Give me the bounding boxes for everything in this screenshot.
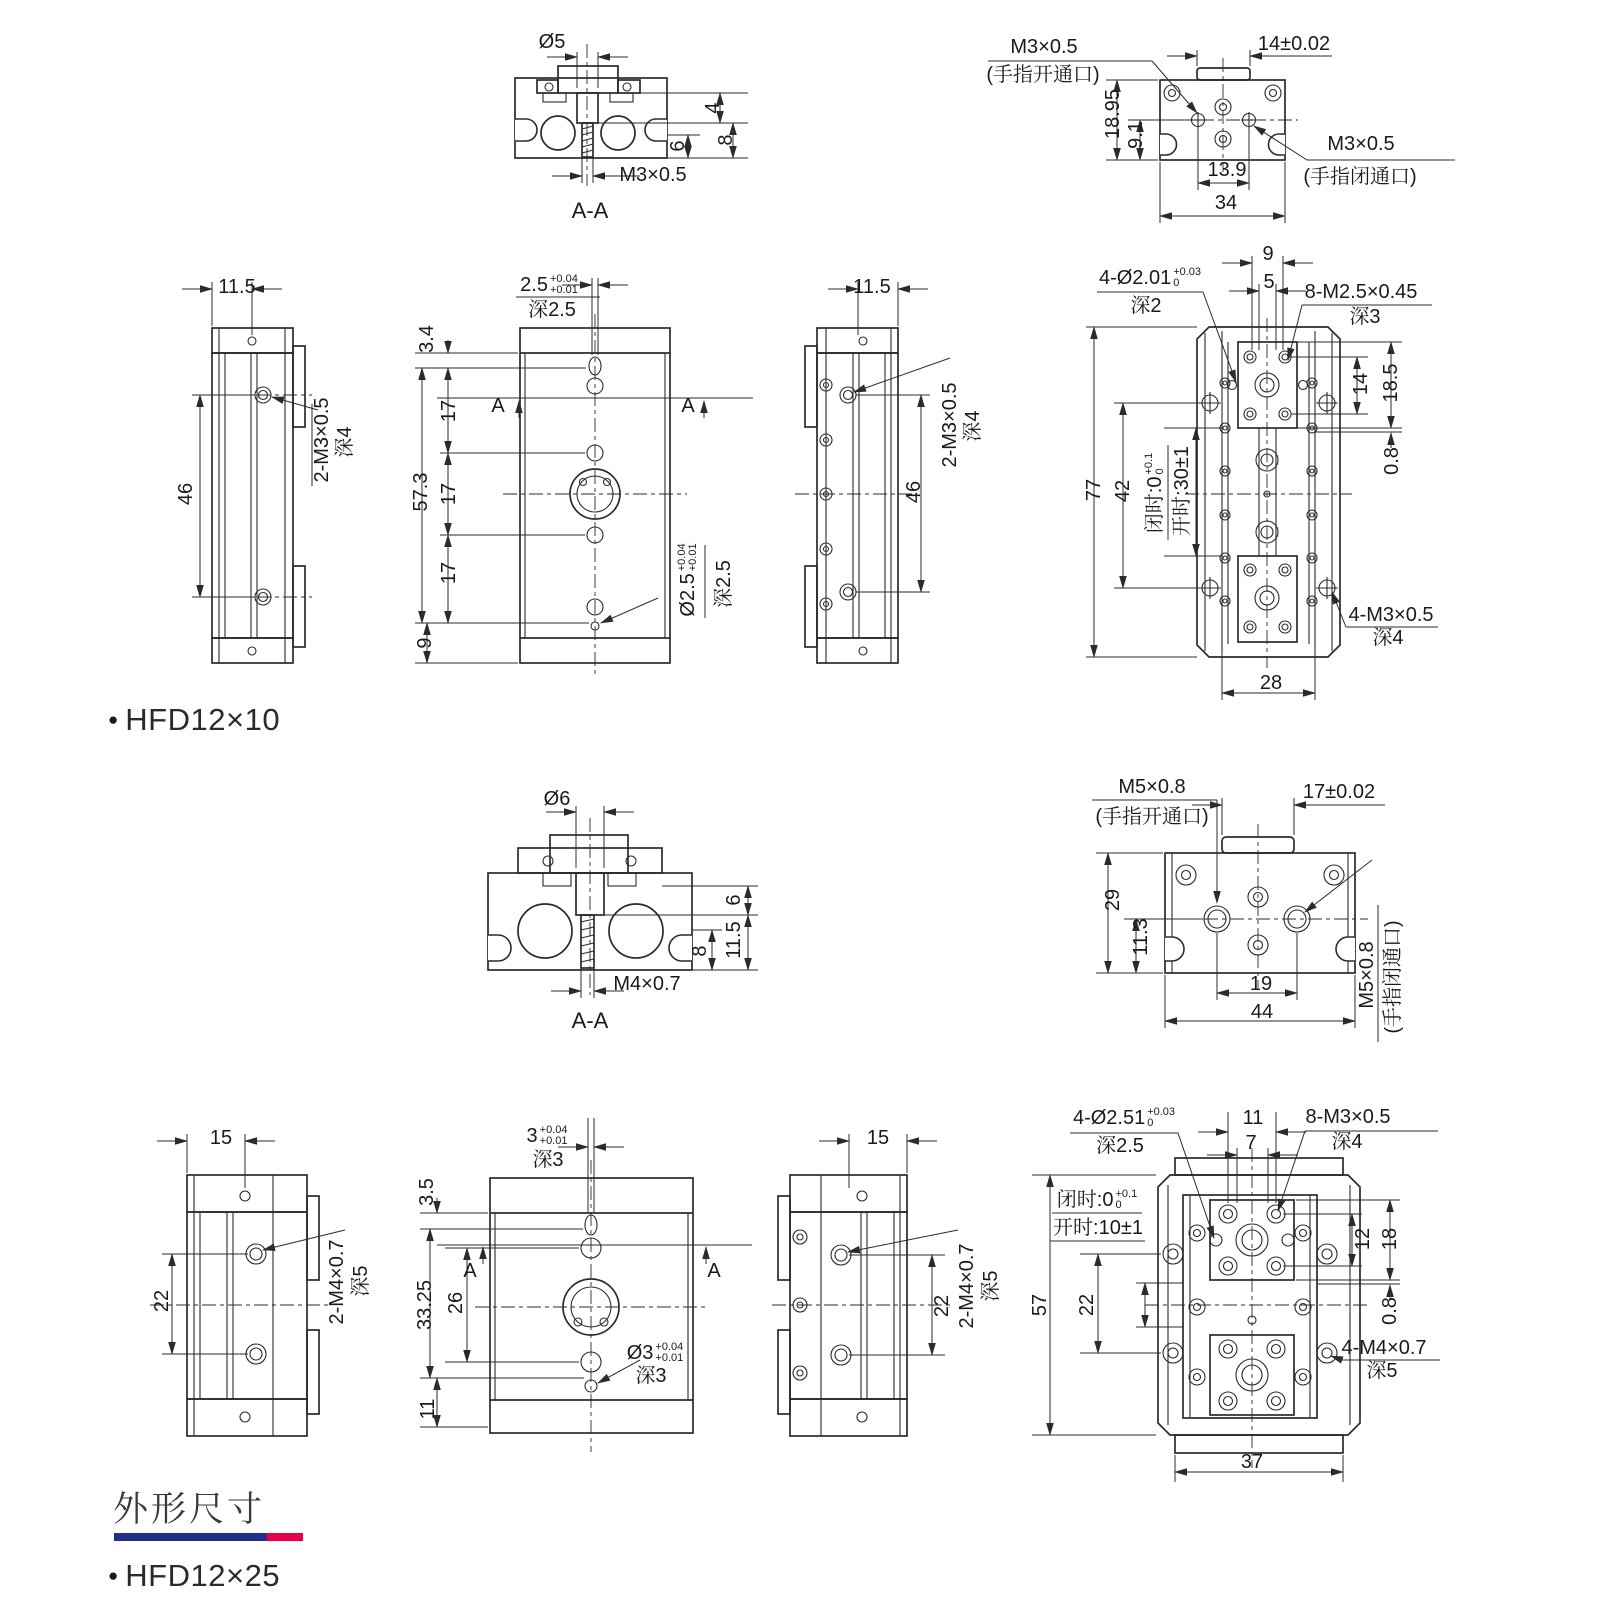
depth-label: 深4	[1372, 627, 1404, 649]
dim-label: 22	[151, 1289, 173, 1313]
view-hfd12x25-side-left	[150, 1134, 345, 1436]
dim-label: 42	[1112, 479, 1134, 503]
port-open-thread: M5×0.8	[1118, 776, 1186, 798]
dim-label: 28	[1259, 672, 1283, 694]
dim-label: 11.3	[1130, 918, 1152, 956]
view-hfd12x10-side-right	[795, 282, 950, 663]
depth-label: 深5	[1366, 1360, 1398, 1382]
title-underline-red	[267, 1533, 303, 1541]
depth-label: 深2	[1130, 295, 1162, 317]
bullet-icon: ●	[108, 710, 119, 729]
bullet-icon: ●	[108, 1566, 119, 1585]
dim-label: 8	[689, 945, 711, 957]
dim-label: 57	[1029, 1293, 1051, 1317]
depth-label: 深2.5	[713, 560, 735, 608]
dim-label-pin: Ø2.5 +0.04 +0.01	[676, 543, 699, 617]
dim-label: 17±0.02	[1302, 781, 1376, 803]
product-label-hfd12x10	[108, 702, 280, 738]
dim-label: 46	[175, 482, 197, 506]
dim-label: 9	[414, 637, 436, 649]
dim-label: 9.1	[1125, 121, 1147, 149]
dim-label: 11.5	[723, 921, 745, 959]
dim-label: 4	[702, 102, 724, 114]
dim-label: 3.4	[416, 325, 438, 353]
dim-label: 22	[1076, 1293, 1098, 1317]
dim-label-pin: Ø3 +0.04 +0.01	[626, 1341, 684, 1364]
dim-label-dia: Ø5	[538, 31, 566, 53]
dim-label: 34	[1214, 192, 1238, 214]
dim-label: 17	[438, 482, 460, 506]
dim-label: 6	[723, 894, 745, 906]
port-open-thread: M3×0.5	[1010, 36, 1078, 58]
page-section-title: 外形尺寸	[113, 1490, 266, 1529]
holes-label: 4-Ø2.51 +0.03 0	[1072, 1106, 1176, 1129]
port-close-thread: M3×0.5	[1327, 133, 1395, 155]
dim-label: 11	[417, 1398, 439, 1420]
stroke-closed-label: 闭时:0 +0.1 0	[1143, 452, 1166, 534]
depth-label: 深5	[980, 1270, 1002, 1302]
section-mark-a: A	[463, 1260, 477, 1282]
dim-label: 26	[445, 1291, 467, 1315]
dim-label-slot: 2.5 +0.04 +0.01	[520, 273, 578, 296]
section-mark-a: A	[707, 1260, 721, 1282]
dim-label: 18.5	[1380, 363, 1402, 403]
port-close-thread: M5×0.8	[1356, 941, 1378, 1009]
view-hfd12x25-side-right	[772, 1134, 958, 1436]
dim-label-dia: Ø6	[543, 788, 571, 810]
dim-label: 8	[715, 134, 737, 146]
dim-label: 14	[1350, 372, 1372, 396]
port-open-note: (手指开通口)	[1095, 806, 1209, 828]
product-name: HFD12×25	[125, 1558, 281, 1593]
depth-label: 深2.5	[528, 299, 576, 321]
dim-label: 18	[1379, 1227, 1401, 1251]
dim-label: 77	[1083, 478, 1105, 502]
corner-threads-label: 4-M4×0.7	[1341, 1337, 1427, 1359]
dim-label: 9	[1262, 243, 1274, 265]
dim-label: 22	[931, 1294, 953, 1318]
thread-label: 2-M3×0.5	[939, 382, 961, 468]
stroke-closed-label: 闭时:0 +0.1 0	[1056, 1188, 1138, 1211]
dim-label: 3.5	[416, 1178, 438, 1206]
dim-label: 12	[1352, 1227, 1374, 1251]
dim-label: 19	[1249, 973, 1273, 995]
dim-label: 13.9	[1207, 159, 1247, 181]
dim-label: 11.5	[853, 276, 891, 298]
dim-label-slot: 3 +0.04 +0.01	[526, 1124, 568, 1147]
corner-threads-label: 4-M3×0.5	[1348, 604, 1434, 626]
depth-label: 深2.5	[1096, 1135, 1144, 1157]
dim-label: 29	[1102, 888, 1124, 912]
dim-label: 11	[1242, 1107, 1264, 1129]
section-mark-a: A	[491, 395, 505, 417]
thread-label: 2-M4×0.7	[326, 1239, 348, 1325]
dim-label: 33.25	[414, 1279, 436, 1331]
dim-label: 15	[866, 1127, 890, 1149]
view-hfd12x10-front	[415, 278, 753, 678]
dim-label: 0.8	[1381, 447, 1403, 475]
depth-label: 深5	[350, 1265, 372, 1297]
stroke-open-label: 开时:30±1	[1171, 446, 1193, 536]
view-hfd12x10-side-left	[182, 282, 318, 663]
dim-label: 6	[667, 140, 689, 152]
dim-label: 7	[1245, 1132, 1257, 1154]
dim-label: 57.3	[410, 472, 432, 512]
thread-label: 2-M3×0.5	[311, 397, 333, 483]
thread-label: 2-M4×0.7	[956, 1243, 978, 1329]
dim-label: 46	[903, 480, 925, 504]
dim-label: 14±0.02	[1257, 33, 1331, 55]
product-name: HFD12×10	[125, 702, 281, 737]
dim-label: 11.5	[218, 276, 256, 298]
port-open-note: (手指开通口)	[986, 64, 1100, 86]
dim-label: 5	[1263, 271, 1275, 293]
view-hfd12x25-section-aa	[488, 806, 758, 998]
port-close-note: (手指闭通口)	[1382, 920, 1404, 1034]
dim-label: 18.95	[1102, 88, 1124, 140]
dim-label: 17	[438, 399, 460, 423]
stroke-open-label: 开时:10±1	[1053, 1217, 1143, 1239]
threads-label: 8-M2.5×0.45	[1304, 281, 1418, 303]
port-close-note: (手指闭通口)	[1303, 166, 1417, 188]
section-view-name: A-A	[571, 1007, 609, 1033]
depth-label: 深4	[1331, 1131, 1363, 1153]
holes-label: 4-Ø2.01 +0.03 0	[1098, 266, 1202, 289]
dim-label: 44	[1250, 1001, 1274, 1023]
depth-label: 深3	[532, 1149, 564, 1171]
view-hfd12x25-front	[420, 1118, 752, 1452]
thread-label: M3×0.5	[619, 164, 687, 186]
dim-label: 0.8	[1379, 1297, 1401, 1325]
threads-label: 8-M3×0.5	[1305, 1106, 1391, 1128]
dim-label: 37	[1240, 1451, 1264, 1473]
depth-label: 深3	[1349, 306, 1381, 328]
product-label-hfd12x25	[108, 1558, 280, 1594]
section-view-name: A-A	[571, 197, 609, 223]
depth-label: 深4	[962, 410, 984, 442]
thread-label: M4×0.7	[613, 973, 681, 995]
dim-label: 15	[209, 1127, 233, 1149]
dim-label: 17	[438, 561, 460, 585]
depth-label: 深3	[635, 1365, 667, 1387]
section-mark-a: A	[681, 395, 695, 417]
depth-label: 深4	[334, 426, 356, 458]
title-underline-blue	[114, 1533, 267, 1541]
